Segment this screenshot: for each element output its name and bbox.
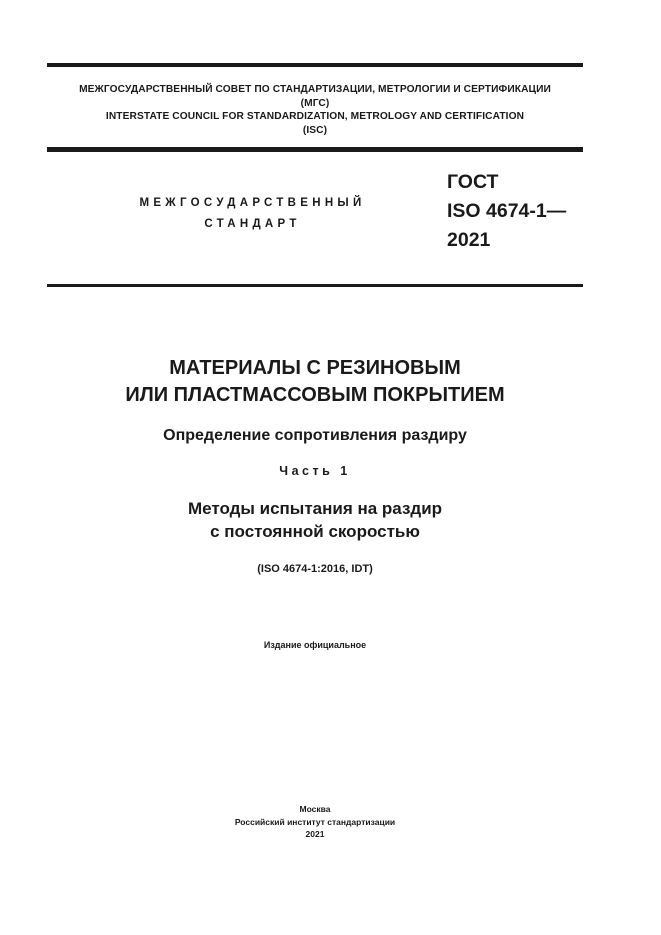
designation-line2: ISO 4674-1—	[447, 200, 567, 222]
part-title-line2: с постоянной скоростью	[210, 522, 420, 541]
imprint-city: Москва	[299, 804, 331, 814]
standard-type	[115, 193, 390, 235]
part-title-line1: Методы испытания на раздир	[187, 499, 443, 518]
title-line1: МАТЕРИАЛЫ С РЕЗИНОВЫМ	[169, 357, 461, 379]
designation-line1: ГОСТ	[447, 171, 499, 193]
standard-type-line1: МЕЖГОСУДАРСТВЕННЫЙ	[139, 197, 366, 209]
document-subtitle: Определение сопротивления раздиру	[163, 427, 467, 444]
council-abbr-en: (ISC)	[302, 124, 328, 136]
imprint-year: 2021	[305, 829, 325, 839]
council-header	[47, 83, 583, 137]
imprint-publisher: Российский институт стандартизации	[234, 816, 396, 827]
top-divider	[47, 63, 583, 67]
header-divider	[47, 147, 583, 152]
document-title	[47, 355, 583, 409]
council-abbr-ru: (МГС)	[300, 97, 330, 109]
part-title	[47, 497, 583, 543]
imprint	[47, 803, 583, 841]
iso-reference: (ISO 4674-1:2016, IDT)	[257, 563, 373, 575]
standard-designation	[447, 168, 566, 255]
designation-line3: 2021	[447, 229, 491, 251]
title-line2: ИЛИ ПЛАСТМАССОВЫМ ПОКРЫТИЕМ	[125, 384, 505, 406]
standard-type-line2: СТАНДАРТ	[204, 218, 301, 230]
council-name-ru: МЕЖГОСУДАРСТВЕННЫЙ СОВЕТ ПО СТАНДАРТИЗАЦИИ, МЕТРОЛОГИИ И СЕРТИФИКАЦИИ	[79, 84, 551, 95]
designation-divider	[47, 284, 583, 287]
part-number: Часть 1	[279, 464, 351, 478]
council-name-en: INTERSTATE COUNCIL FOR STANDARDIZATION, METROLOGY AND CERTIFICATION	[105, 111, 525, 123]
edition-note: Издание официальное	[263, 640, 367, 650]
